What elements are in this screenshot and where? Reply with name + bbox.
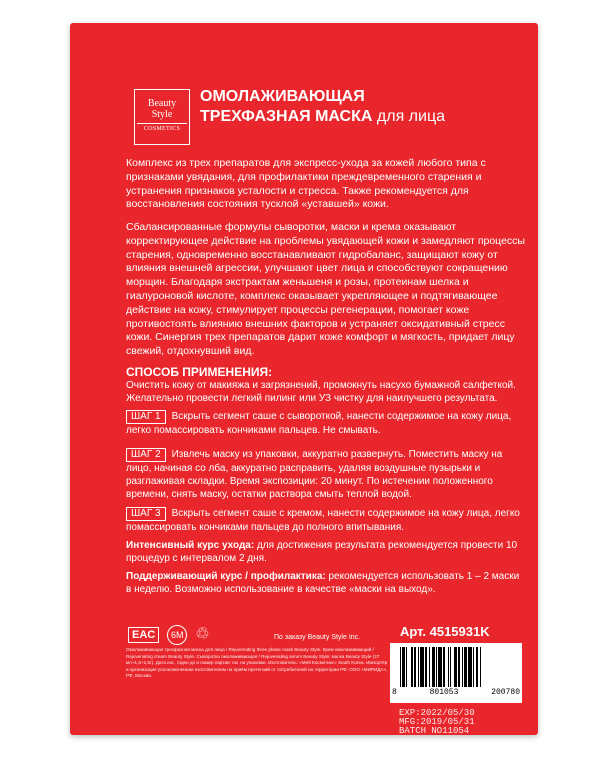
description-paragraph: Сбалансированные формулы сыворотки, маски и крема оказывают корректирующее действие на проблемы увядающей кожи и замедляют процессы старения, одновременно восстанавливают гидробаланс, защищают кожу от влияния внешней агрессии, улучшают цвет лица и способствуют сокращению морщин. Благодаря экстрактам женьшеня и розы, протеинам шелка и гиалуроновой кислоте, комплекс оказывает укрепляющее и подтягивающее действие на кожу, стимулирует процессы регенерации, помогает коже противостоять влиянию внешних факторов и устраняет оксидативный стресс кожи. Синергия трех препаратов дарит коже комфорт и мягкость, придает лицу свежий, отдохнувший вид. xyxy=(126,221,525,358)
intensive-course xyxy=(126,539,526,565)
fine-print: Омолаживающая трехфазная маска для лица / Rejuvenating three phase mask Beauty Style. Крем омолаживающий / Rejuvenating cream Beauty Style. Сыворотка омолаживающая / Rejuvenating serum Beauty Style; маска Beauty Style (27 мл+1,5+1,5г). Дата изг., годен до и номер партии: см. на упаковке. Изготовитель: «Мей Косметикс» South Korea. Импортёр и организация уполномоченная изготовителем на приём претензий от потребителей на территории РФ: ООО «МИРИДА», РФ, Москва. xyxy=(126,647,388,679)
certification-marks xyxy=(128,625,210,645)
barcode-digit-group-3: 200780 xyxy=(491,688,520,697)
logo-line3: COSMETICS xyxy=(143,126,181,132)
step-3 xyxy=(126,507,526,534)
step-1 xyxy=(126,410,526,437)
intensive-course-label: Интенсивный курс ухода: xyxy=(126,540,255,551)
period-after-opening-icon xyxy=(167,625,187,645)
barcode-digit-group-1: 8 xyxy=(392,688,397,697)
step-1-text: Вскрыть сегмент саше с сывороткой, нанести содержимое на кожу лица, легко помассировать кончиками пальцев. Не смывать. xyxy=(126,411,512,436)
intro-paragraph: Комплекс из трех препаратов для экспресс-ухода за кожей любого типа с признаками увядания, для профилактики преждевременного старения и устранения признаков усталости и стресса. Также рекомендуется для восстановления состояния тусклой «уставшей» кожи. xyxy=(126,157,486,211)
eac-mark-icon: EAC xyxy=(128,627,159,643)
title-line2 xyxy=(200,107,445,127)
barcode-number xyxy=(392,688,520,697)
support-course-label: Поддерживающий курс / профилактика: xyxy=(126,571,326,582)
stamp-batch: BATCH NO11054 xyxy=(399,726,470,735)
brand-logo xyxy=(134,89,190,145)
title-line2-bold: ТРЕХФАЗНАЯ МАСКА xyxy=(200,108,373,125)
step-3-badge: ШАГ 3 xyxy=(126,507,166,521)
step-2-badge: ШАГ 2 xyxy=(126,448,166,462)
product-title xyxy=(200,87,445,127)
package-back xyxy=(70,23,538,735)
title-line2-thin: для лица xyxy=(376,108,446,125)
recycle-icon: ♲ xyxy=(195,626,210,643)
stamp-exp: EXP:2022/05/30 xyxy=(399,708,475,718)
article-number: Арт. 4515931K xyxy=(400,624,490,639)
title-line1: ОМОЛАЖИВАЮЩАЯ xyxy=(200,88,365,105)
intensive-course-text: для достижения результата рекомендуется провести 10 процедур с интервалом 2 дня. xyxy=(126,540,518,564)
logo-line2: Style xyxy=(151,109,173,120)
step-2-text: Извлечь маску из упаковки, аккуратно развернуть. Поместить маску на лицо, начиная со лба, аккуратно расправить, удаляя воздушные пузырьки и разглаживая складки. Время экспозиции: 20 минут. По истечении положенного времени, снять маску, остатки раствора смыть теплой водой. xyxy=(126,449,503,500)
barcode xyxy=(390,643,522,703)
step-1-badge: ШАГ 1 xyxy=(126,410,166,424)
order-note: По заказу Beauty Style Inc. xyxy=(274,634,361,641)
support-course-text: рекомендуется использовать 1 – 2 маски в неделю. Возможно использование в качестве «маски на выход». xyxy=(126,571,520,595)
barcode-bars xyxy=(400,647,512,687)
logo-divider xyxy=(137,123,187,124)
step-2 xyxy=(126,448,526,501)
pao-label: 6M xyxy=(170,630,184,640)
support-course xyxy=(126,570,526,596)
barcode-digit-group-2: 801053 xyxy=(429,688,459,697)
stamp-mfg: MFG:2019/05/31 xyxy=(399,717,475,727)
step-3-text: Вскрыть сегмент саше с кремом, нанести содержимое на кожу лица, легко помассировать кончиками пальцев до полного впитывания. xyxy=(126,508,520,533)
usage-text: Очистить кожу от макияжа и загрязнений, промокнуть насухо бумажной салфеткой. Желательно провести легкий пилинг или УЗ чистку для наилучшего результата. xyxy=(126,380,516,404)
batch-stamp xyxy=(399,709,475,735)
logo-line1: Beauty xyxy=(147,98,177,109)
usage-heading: СПОСОБ ПРИМЕНЕНИЯ: xyxy=(126,365,273,379)
